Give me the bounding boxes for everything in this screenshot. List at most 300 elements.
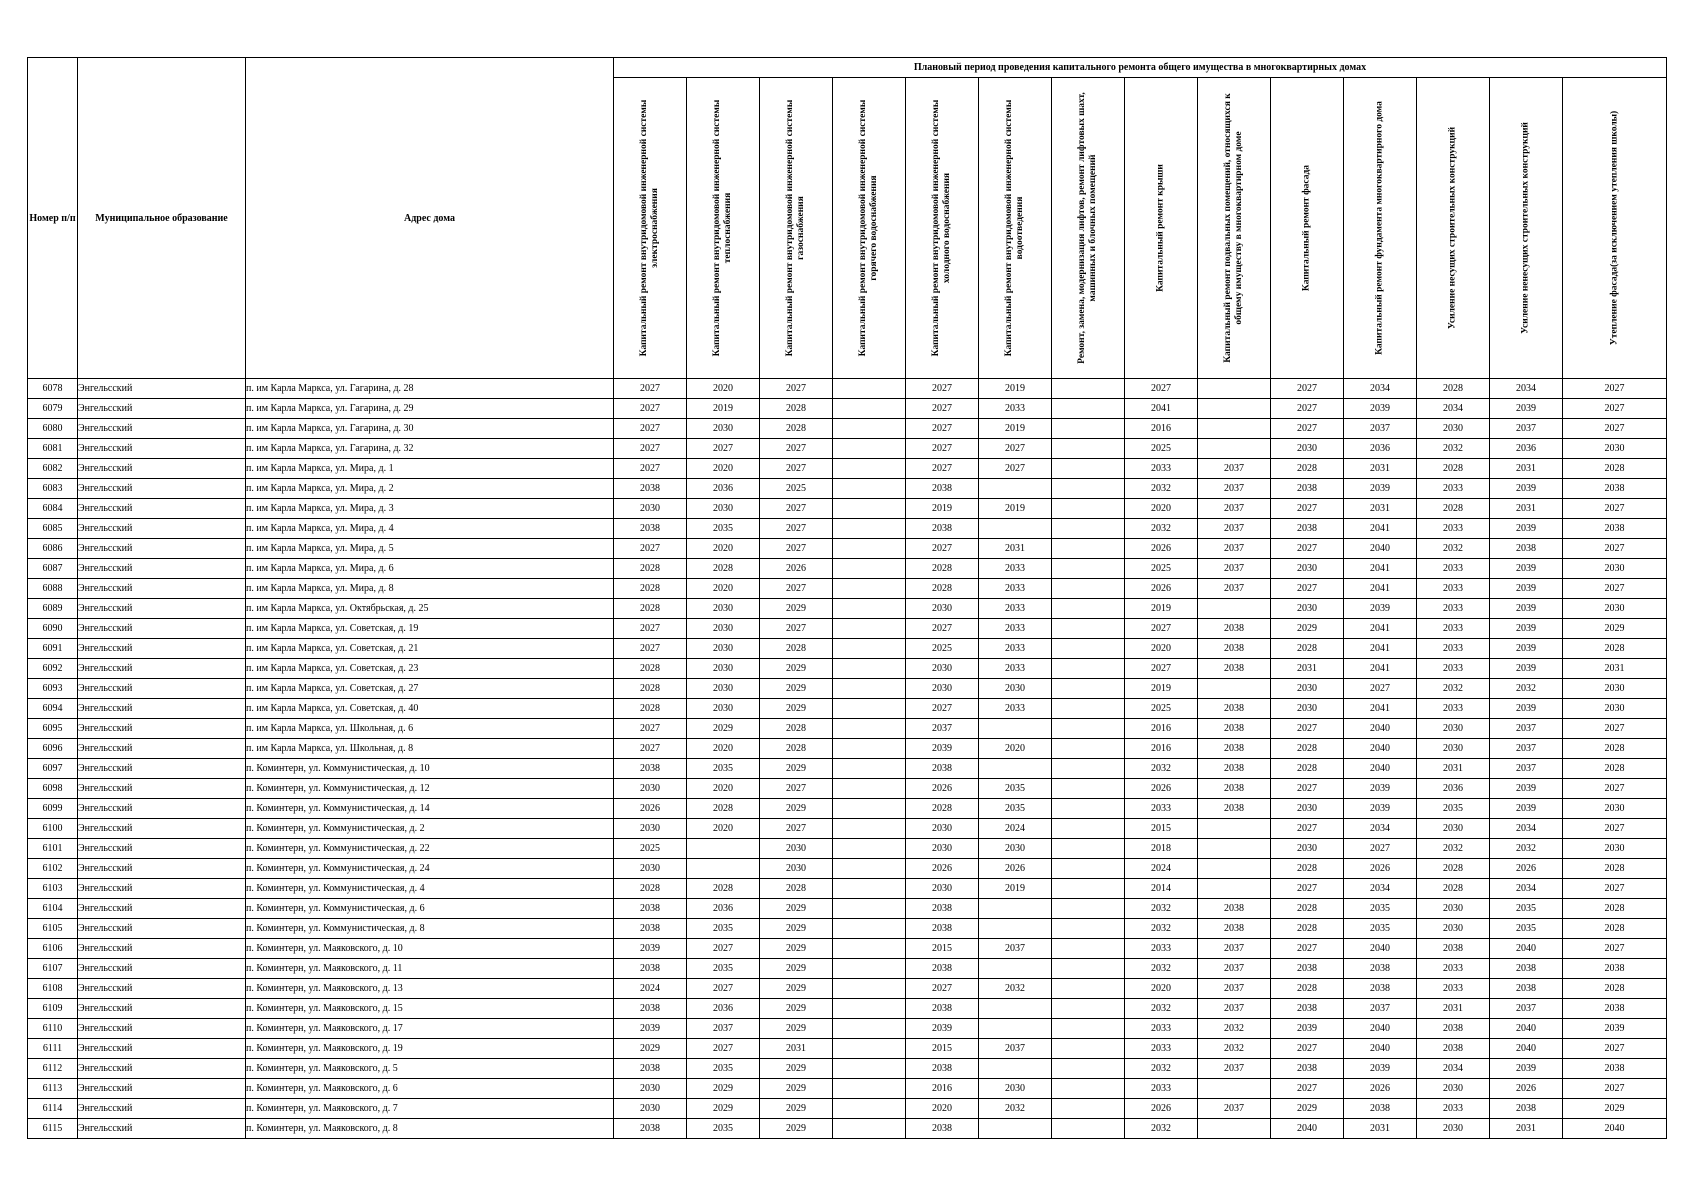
row-year-cell: 2033 <box>1125 1079 1198 1099</box>
table-row <box>28 479 1667 499</box>
row-year-cell: 2033 <box>1125 459 1198 479</box>
row-year-cell: 2038 <box>1271 1059 1344 1079</box>
row-municipality: Энгельсский <box>78 559 246 579</box>
row-year-cell: 2014 <box>1125 879 1198 899</box>
row-year-cell <box>833 699 906 719</box>
row-address: п. им Карла Маркса, ул. Октябрьская, д. 25 <box>246 599 614 619</box>
table-row <box>28 1019 1667 1039</box>
row-year-cell: 2027 <box>1271 819 1344 839</box>
row-municipality: Энгельсский <box>78 399 246 419</box>
row-year-cell: 2038 <box>1563 999 1667 1019</box>
row-year-cell: 2028 <box>1417 459 1490 479</box>
row-year-cell: 2027 <box>614 419 687 439</box>
row-year-cell: 2037 <box>1198 459 1271 479</box>
row-year-cell: 2029 <box>760 899 833 919</box>
row-year-cell: 2027 <box>760 779 833 799</box>
table-row <box>28 819 1667 839</box>
row-year-cell: 2032 <box>1125 919 1198 939</box>
row-year-cell: 2038 <box>614 959 687 979</box>
header-column-14 <box>1563 78 1667 379</box>
row-year-cell: 2028 <box>1563 739 1667 759</box>
table-row <box>28 699 1667 719</box>
row-address: п. Коминтерн, ул. Коммунистическая, д. 12 <box>246 779 614 799</box>
row-year-cell: 2036 <box>687 899 760 919</box>
row-year-cell <box>1052 379 1125 399</box>
row-year-cell <box>1198 599 1271 619</box>
table-row <box>28 419 1667 439</box>
table-row <box>28 759 1667 779</box>
row-year-cell: 2030 <box>1417 419 1490 439</box>
row-year-cell: 2027 <box>1125 619 1198 639</box>
row-number: 6110 <box>28 1019 78 1039</box>
row-year-cell <box>1052 899 1125 919</box>
row-year-cell: 2038 <box>614 999 687 1019</box>
row-year-cell: 2031 <box>979 539 1052 559</box>
row-year-cell: 2038 <box>1490 959 1563 979</box>
row-municipality: Энгельсский <box>78 799 246 819</box>
row-municipality: Энгельсский <box>78 999 246 1019</box>
row-year-cell: 2034 <box>1344 379 1417 399</box>
row-year-cell <box>1052 1019 1125 1039</box>
row-year-cell: 2027 <box>687 439 760 459</box>
row-year-cell: 2028 <box>906 579 979 599</box>
row-year-cell: 2038 <box>1198 899 1271 919</box>
row-year-cell: 2038 <box>1490 539 1563 559</box>
row-year-cell: 2037 <box>1198 999 1271 1019</box>
row-year-cell <box>833 679 906 699</box>
row-year-cell: 2040 <box>1563 1119 1667 1139</box>
row-year-cell: 2027 <box>1271 939 1344 959</box>
row-address: п. им Карла Маркса, ул. Советская, д. 21 <box>246 639 614 659</box>
row-year-cell <box>1198 379 1271 399</box>
row-municipality: Энгельсский <box>78 919 246 939</box>
row-address: п. Коминтерн, ул. Маяковского, д. 7 <box>246 1099 614 1119</box>
row-year-cell <box>833 839 906 859</box>
table-row <box>28 1059 1667 1079</box>
table-row <box>28 899 1667 919</box>
row-year-cell <box>1198 419 1271 439</box>
row-year-cell <box>1198 879 1271 899</box>
row-year-cell: 2016 <box>1125 419 1198 439</box>
row-year-cell: 2024 <box>979 819 1052 839</box>
row-year-cell <box>979 999 1052 1019</box>
row-year-cell: 2029 <box>760 699 833 719</box>
row-year-cell: 2030 <box>1271 799 1344 819</box>
row-year-cell: 2027 <box>1271 419 1344 439</box>
row-year-cell: 2037 <box>1198 559 1271 579</box>
row-year-cell: 2038 <box>906 519 979 539</box>
row-year-cell: 2030 <box>1563 699 1667 719</box>
row-year-cell: 2028 <box>614 659 687 679</box>
table-row <box>28 579 1667 599</box>
row-year-cell: 2031 <box>1344 1119 1417 1139</box>
header-column-11 <box>1344 78 1417 379</box>
row-year-cell: 2030 <box>1271 679 1344 699</box>
row-year-cell: 2020 <box>979 739 1052 759</box>
row-year-cell: 2029 <box>614 1039 687 1059</box>
row-year-cell: 2020 <box>687 379 760 399</box>
row-year-cell: 2027 <box>906 979 979 999</box>
row-year-cell <box>833 499 906 519</box>
row-year-cell: 2038 <box>1344 959 1417 979</box>
row-year-cell: 2030 <box>1563 559 1667 579</box>
row-year-cell: 2040 <box>1344 719 1417 739</box>
row-year-cell <box>833 439 906 459</box>
row-address: п. им Карла Маркса, ул. Мира, д. 4 <box>246 519 614 539</box>
row-year-cell <box>833 1059 906 1079</box>
row-year-cell <box>833 899 906 919</box>
row-year-cell: 2038 <box>1344 1099 1417 1119</box>
row-year-cell: 2034 <box>1417 399 1490 419</box>
row-year-cell <box>687 839 760 859</box>
row-year-cell: 2038 <box>1417 1019 1490 1039</box>
row-year-cell: 2019 <box>979 879 1052 899</box>
row-year-cell: 2030 <box>1271 599 1344 619</box>
row-year-cell: 2037 <box>1198 939 1271 959</box>
row-number: 6078 <box>28 379 78 399</box>
row-year-cell: 2019 <box>979 379 1052 399</box>
row-year-cell: 2028 <box>906 799 979 819</box>
row-year-cell: 2034 <box>1490 819 1563 839</box>
row-year-cell: 2027 <box>1125 659 1198 679</box>
row-year-cell: 2027 <box>614 399 687 419</box>
row-year-cell: 2030 <box>614 819 687 839</box>
row-year-cell: 2030 <box>1417 1119 1490 1139</box>
row-address: п. им Карла Маркса, ул. Школьная, д. 8 <box>246 739 614 759</box>
header-column-5 <box>906 78 979 379</box>
row-year-cell: 2030 <box>1563 439 1667 459</box>
row-year-cell: 2028 <box>687 799 760 819</box>
row-address: п. им Карла Маркса, ул. Советская, д. 27 <box>246 679 614 699</box>
row-year-cell: 2030 <box>1417 819 1490 839</box>
row-number: 6082 <box>28 459 78 479</box>
row-year-cell <box>1052 1119 1125 1139</box>
row-number: 6107 <box>28 959 78 979</box>
row-municipality: Энгельсский <box>78 759 246 779</box>
row-year-cell: 2036 <box>687 479 760 499</box>
row-year-cell: 2041 <box>1344 559 1417 579</box>
row-year-cell: 2028 <box>760 719 833 739</box>
row-number: 6084 <box>28 499 78 519</box>
row-year-cell: 2033 <box>1417 639 1490 659</box>
row-year-cell: 2029 <box>760 659 833 679</box>
row-year-cell <box>1052 499 1125 519</box>
row-year-cell: 2035 <box>687 1059 760 1079</box>
row-address: п. им Карла Маркса, ул. Мира, д. 3 <box>246 499 614 519</box>
row-year-cell <box>979 1119 1052 1139</box>
table-row <box>28 839 1667 859</box>
row-year-cell: 2037 <box>1198 539 1271 559</box>
row-address: п. им Карла Маркса, ул. Мира, д. 6 <box>246 559 614 579</box>
row-year-cell: 2034 <box>1344 819 1417 839</box>
table-row <box>28 779 1667 799</box>
header-column-4 <box>833 78 906 379</box>
row-year-cell: 2041 <box>1344 699 1417 719</box>
row-year-cell: 2040 <box>1490 1019 1563 1039</box>
table-row <box>28 1099 1667 1119</box>
row-number: 6106 <box>28 939 78 959</box>
row-year-cell: 2038 <box>614 899 687 919</box>
header-column-1 <box>614 78 687 379</box>
table-body <box>28 379 1667 1139</box>
row-municipality: Энгельсский <box>78 439 246 459</box>
row-year-cell: 2016 <box>906 1079 979 1099</box>
row-year-cell: 2027 <box>614 459 687 479</box>
row-year-cell <box>833 719 906 739</box>
row-year-cell: 2038 <box>1563 1059 1667 1079</box>
row-year-cell: 2033 <box>1417 619 1490 639</box>
row-year-cell: 2041 <box>1125 399 1198 419</box>
row-year-cell <box>833 759 906 779</box>
row-year-cell: 2033 <box>979 659 1052 679</box>
row-number: 6115 <box>28 1119 78 1139</box>
row-year-cell: 2038 <box>614 1119 687 1139</box>
row-year-cell: 2028 <box>1417 379 1490 399</box>
row-year-cell: 2038 <box>906 759 979 779</box>
row-year-cell: 2015 <box>1125 819 1198 839</box>
row-year-cell: 2027 <box>1563 879 1667 899</box>
row-municipality: Энгельсский <box>78 499 246 519</box>
table-row <box>28 1079 1667 1099</box>
row-year-cell: 2038 <box>906 1119 979 1139</box>
row-year-cell: 2030 <box>1563 839 1667 859</box>
row-year-cell: 2039 <box>1563 1019 1667 1039</box>
row-municipality: Энгельсский <box>78 679 246 699</box>
row-year-cell: 2026 <box>1490 859 1563 879</box>
header-column-label: Капитальный ремонт внутридомовой инженерной системы горячего водоснабжения <box>858 99 879 357</box>
row-year-cell: 2039 <box>1490 599 1563 619</box>
row-year-cell: 2035 <box>1344 919 1417 939</box>
row-year-cell: 2030 <box>1417 1079 1490 1099</box>
row-year-cell <box>833 999 906 1019</box>
row-year-cell: 2029 <box>760 599 833 619</box>
row-year-cell: 2039 <box>1490 399 1563 419</box>
row-year-cell: 2033 <box>979 619 1052 639</box>
row-year-cell: 2032 <box>1417 439 1490 459</box>
row-year-cell: 2027 <box>1271 779 1344 799</box>
header-column-label: Капитальный ремонт фасада <box>1301 164 1312 292</box>
row-year-cell <box>833 739 906 759</box>
row-year-cell <box>833 879 906 899</box>
table-row <box>28 619 1667 639</box>
row-year-cell: 2038 <box>1198 759 1271 779</box>
row-year-cell: 2037 <box>1198 479 1271 499</box>
row-year-cell: 2028 <box>760 639 833 659</box>
row-year-cell: 2039 <box>614 939 687 959</box>
row-year-cell: 2020 <box>687 739 760 759</box>
row-year-cell: 2038 <box>1490 979 1563 999</box>
row-year-cell: 2031 <box>1344 459 1417 479</box>
row-year-cell: 2033 <box>1417 659 1490 679</box>
row-year-cell <box>979 1059 1052 1079</box>
row-year-cell: 2026 <box>1125 579 1198 599</box>
row-year-cell: 2039 <box>1344 479 1417 499</box>
row-year-cell: 2037 <box>1344 999 1417 1019</box>
row-number: 6103 <box>28 879 78 899</box>
header-column-9 <box>1198 78 1271 379</box>
row-number: 6083 <box>28 479 78 499</box>
row-year-cell: 2030 <box>1417 899 1490 919</box>
row-year-cell: 2038 <box>1198 699 1271 719</box>
row-number: 6100 <box>28 819 78 839</box>
row-year-cell: 2029 <box>760 1119 833 1139</box>
row-year-cell: 2027 <box>760 379 833 399</box>
row-address: п. Коминтерн, ул. Коммунистическая, д. 2 <box>246 819 614 839</box>
row-year-cell: 2028 <box>614 559 687 579</box>
row-address: п. Коминтерн, ул. Маяковского, д. 5 <box>246 1059 614 1079</box>
row-year-cell: 2029 <box>760 759 833 779</box>
row-number: 6102 <box>28 859 78 879</box>
row-municipality: Энгельсский <box>78 719 246 739</box>
row-year-cell: 2025 <box>760 479 833 499</box>
row-year-cell <box>833 459 906 479</box>
row-year-cell: 2037 <box>1198 1059 1271 1079</box>
row-year-cell: 2036 <box>1490 439 1563 459</box>
row-year-cell <box>979 719 1052 739</box>
row-year-cell: 2028 <box>1563 859 1667 879</box>
row-year-cell <box>1198 859 1271 879</box>
row-year-cell <box>833 939 906 959</box>
row-address: п. им Карла Маркса, ул. Гагарина, д. 30 <box>246 419 614 439</box>
row-municipality: Энгельсский <box>78 1099 246 1119</box>
row-year-cell <box>1198 679 1271 699</box>
row-year-cell: 2028 <box>687 559 760 579</box>
header-column-label: Капитальный ремонт фундамента многоквартирного дома <box>1374 101 1385 355</box>
row-year-cell <box>1052 559 1125 579</box>
row-year-cell <box>833 379 906 399</box>
row-year-cell: 2040 <box>1344 739 1417 759</box>
row-year-cell: 2039 <box>1344 599 1417 619</box>
row-year-cell: 2028 <box>1417 499 1490 519</box>
row-year-cell: 2038 <box>1198 719 1271 739</box>
row-year-cell: 2028 <box>760 879 833 899</box>
row-number: 6113 <box>28 1079 78 1099</box>
row-year-cell: 2031 <box>1271 659 1344 679</box>
row-year-cell: 2027 <box>1563 1079 1667 1099</box>
row-year-cell: 2029 <box>760 979 833 999</box>
row-year-cell: 2033 <box>1417 519 1490 539</box>
row-year-cell: 2041 <box>1344 619 1417 639</box>
row-year-cell: 2028 <box>1271 859 1344 879</box>
row-year-cell: 2033 <box>1125 1019 1198 1039</box>
row-address: п. им Карла Маркса, ул. Мира, д. 5 <box>246 539 614 559</box>
row-year-cell: 2038 <box>614 479 687 499</box>
row-year-cell: 2027 <box>1271 1079 1344 1099</box>
row-year-cell: 2027 <box>1563 779 1667 799</box>
row-year-cell: 2028 <box>760 399 833 419</box>
row-year-cell: 2041 <box>1344 659 1417 679</box>
header-column-3 <box>760 78 833 379</box>
row-year-cell <box>833 819 906 839</box>
row-year-cell: 2030 <box>1563 799 1667 819</box>
row-year-cell <box>833 519 906 539</box>
row-year-cell: 2028 <box>1271 899 1344 919</box>
row-year-cell: 2027 <box>1563 539 1667 559</box>
row-year-cell: 2040 <box>1490 939 1563 959</box>
row-address: п. Коминтерн, ул. Маяковского, д. 15 <box>246 999 614 1019</box>
row-year-cell <box>833 1019 906 1039</box>
row-year-cell: 2027 <box>614 639 687 659</box>
row-year-cell: 2030 <box>906 659 979 679</box>
row-year-cell: 2037 <box>687 1019 760 1039</box>
row-address: п. им Карла Маркса, ул. Советская, д. 19 <box>246 619 614 639</box>
header-column-2 <box>687 78 760 379</box>
row-year-cell: 2041 <box>1344 579 1417 599</box>
row-year-cell: 2028 <box>1563 919 1667 939</box>
table-row <box>28 639 1667 659</box>
row-year-cell: 2033 <box>1417 699 1490 719</box>
row-year-cell: 2039 <box>1490 699 1563 719</box>
row-year-cell: 2030 <box>687 659 760 679</box>
row-year-cell: 2035 <box>1490 919 1563 939</box>
row-year-cell: 2030 <box>1563 599 1667 619</box>
row-year-cell: 2037 <box>979 1039 1052 1059</box>
row-year-cell: 2028 <box>760 419 833 439</box>
row-year-cell: 2024 <box>1125 859 1198 879</box>
row-number: 6101 <box>28 839 78 859</box>
row-year-cell: 2031 <box>1490 499 1563 519</box>
row-year-cell <box>833 619 906 639</box>
header-column-label: Капитальный ремонт крыши <box>1155 164 1166 292</box>
row-address: п. Коминтерн, ул. Коммунистическая, д. 4 <box>246 879 614 899</box>
row-year-cell: 2032 <box>1125 759 1198 779</box>
header-column-6 <box>979 78 1052 379</box>
row-year-cell: 2020 <box>687 779 760 799</box>
row-address: п. Коминтерн, ул. Коммунистическая, д. 10 <box>246 759 614 779</box>
row-number: 6081 <box>28 439 78 459</box>
row-municipality: Энгельсский <box>78 659 246 679</box>
row-year-cell: 2040 <box>1490 1039 1563 1059</box>
row-year-cell: 2031 <box>760 1039 833 1059</box>
row-year-cell: 2033 <box>1125 799 1198 819</box>
row-year-cell <box>1052 999 1125 1019</box>
row-year-cell: 2026 <box>1125 539 1198 559</box>
row-year-cell: 2031 <box>1490 459 1563 479</box>
row-year-cell: 2030 <box>1417 919 1490 939</box>
table-row <box>28 719 1667 739</box>
row-year-cell: 2028 <box>1563 759 1667 779</box>
row-year-cell <box>1052 959 1125 979</box>
row-year-cell: 2038 <box>614 519 687 539</box>
row-year-cell: 2034 <box>1490 379 1563 399</box>
row-number: 6095 <box>28 719 78 739</box>
row-year-cell <box>1052 919 1125 939</box>
row-year-cell: 2038 <box>906 899 979 919</box>
row-address: п. Коминтерн, ул. Маяковского, д. 11 <box>246 959 614 979</box>
row-year-cell: 2027 <box>760 579 833 599</box>
row-year-cell <box>1052 759 1125 779</box>
row-number: 6097 <box>28 759 78 779</box>
row-year-cell: 2020 <box>1125 639 1198 659</box>
row-year-cell: 2027 <box>760 459 833 479</box>
row-year-cell: 2037 <box>1344 419 1417 439</box>
row-year-cell: 2027 <box>1271 399 1344 419</box>
row-year-cell: 2030 <box>687 499 760 519</box>
row-address: п. им Карла Маркса, ул. Мира, д. 1 <box>246 459 614 479</box>
row-year-cell: 2036 <box>1344 439 1417 459</box>
row-year-cell <box>833 559 906 579</box>
row-municipality: Энгельсский <box>78 479 246 499</box>
row-year-cell: 2034 <box>1417 1059 1490 1079</box>
row-year-cell: 2018 <box>1125 839 1198 859</box>
table-row <box>28 859 1667 879</box>
row-year-cell: 2027 <box>1563 579 1667 599</box>
row-year-cell: 2027 <box>1563 719 1667 739</box>
row-year-cell: 2038 <box>1271 479 1344 499</box>
row-year-cell <box>833 579 906 599</box>
row-number: 6096 <box>28 739 78 759</box>
row-year-cell: 2038 <box>1271 519 1344 539</box>
